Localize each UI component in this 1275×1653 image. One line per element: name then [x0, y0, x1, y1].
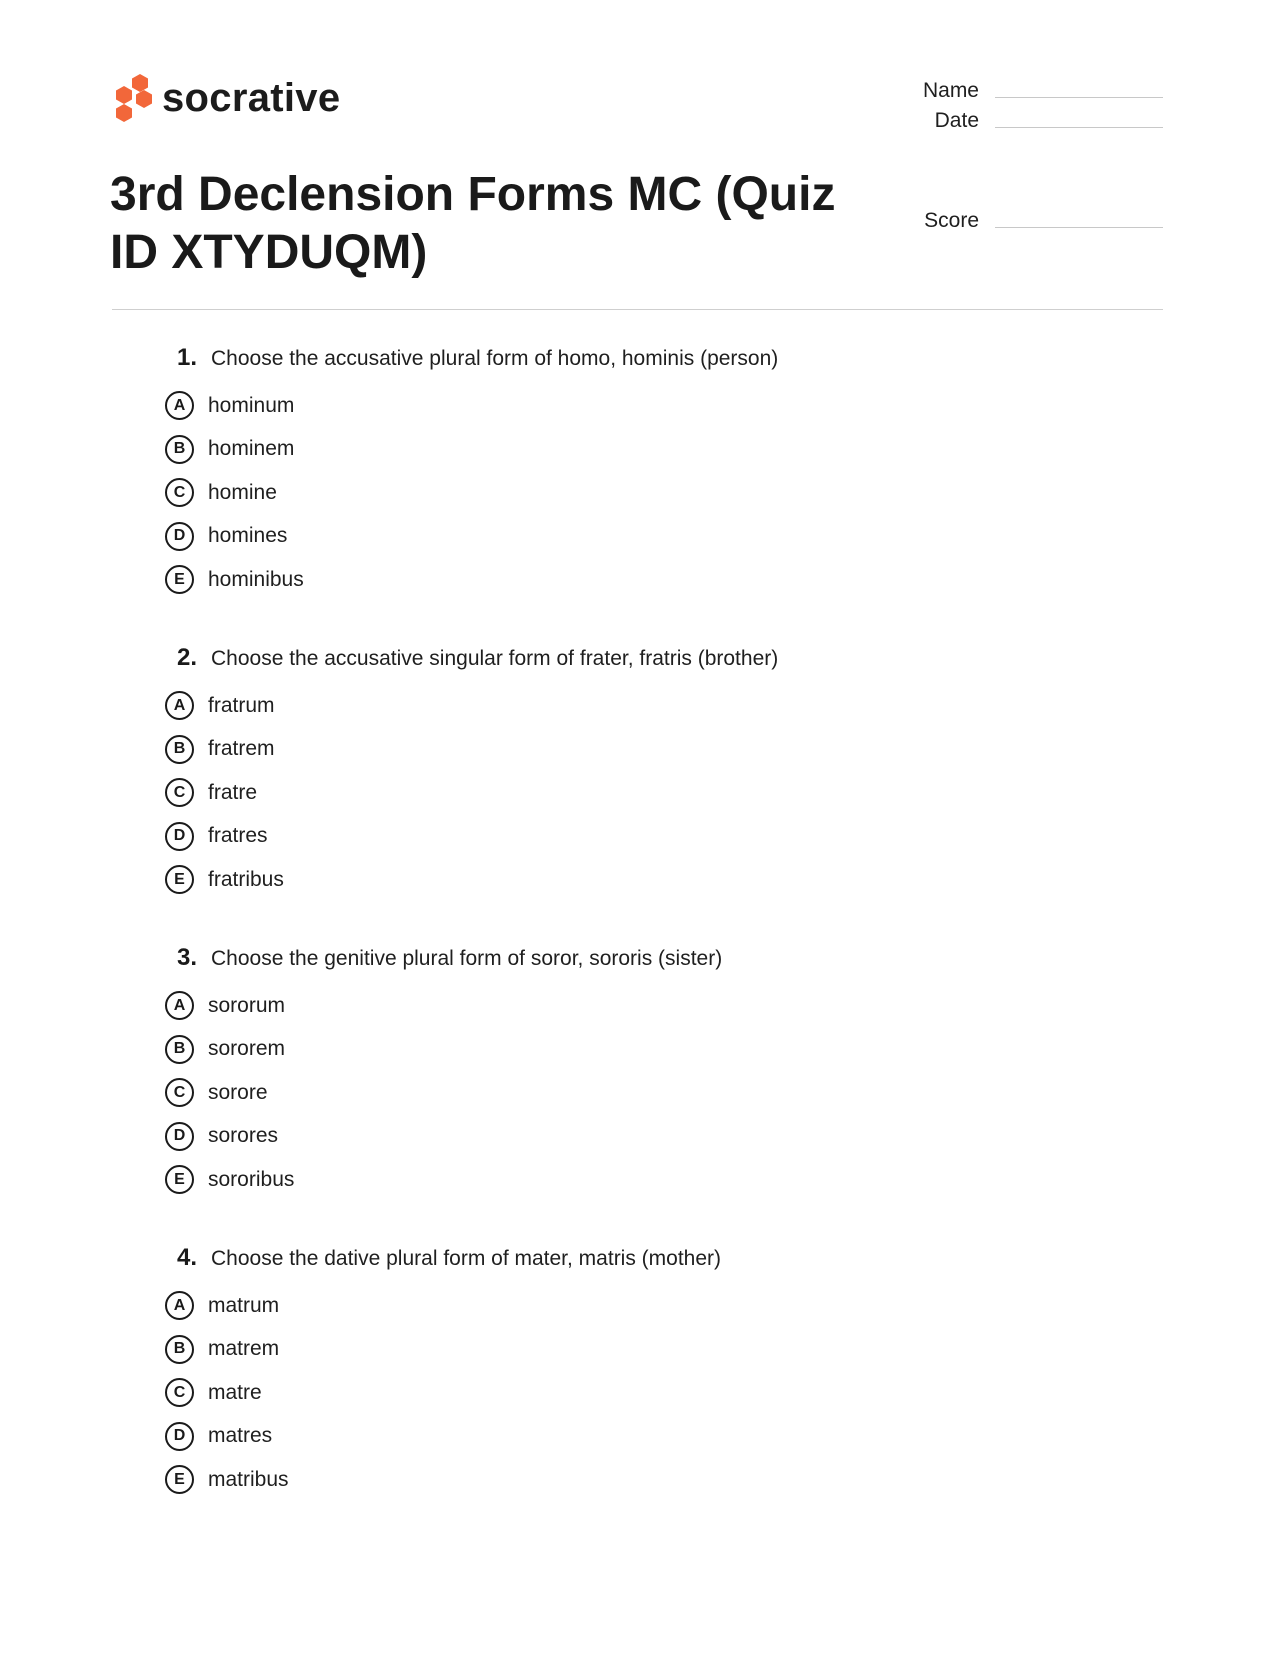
option-c[interactable]	[165, 1071, 1145, 1115]
option-letter-circle[interactable]: C	[165, 1078, 194, 1107]
option-text: matre	[208, 1380, 262, 1404]
option-letter-circle[interactable]: A	[165, 691, 194, 720]
option-a[interactable]	[165, 384, 1145, 428]
option-d[interactable]	[165, 815, 1145, 859]
option-c[interactable]	[165, 471, 1145, 515]
option-letter-circle[interactable]: C	[165, 778, 194, 807]
option-letter-circle[interactable]: D	[165, 1422, 194, 1451]
brand-logo	[110, 70, 340, 126]
option-b[interactable]	[165, 428, 1145, 472]
option-text: matrem	[208, 1337, 280, 1361]
question-number: 2.	[176, 644, 197, 671]
question-1	[165, 344, 1145, 644]
option-text: sororum	[208, 993, 286, 1017]
option-letter-circle[interactable]: E	[165, 1465, 194, 1494]
question-header	[165, 344, 1145, 384]
option-letter-circle[interactable]: D	[165, 822, 194, 851]
option-letter-circle[interactable]: E	[165, 865, 194, 894]
option-text: sororibus	[208, 1167, 295, 1191]
score-line[interactable]	[995, 227, 1163, 228]
option-letter-circle[interactable]: E	[165, 1165, 194, 1194]
option-letter-circle[interactable]: B	[165, 1035, 194, 1064]
name-field	[889, 78, 1163, 104]
name-label: Name	[922, 79, 979, 102]
option-letter-circle[interactable]: D	[165, 522, 194, 551]
header-divider	[112, 309, 1163, 310]
date-label: Date	[934, 109, 979, 132]
question-3	[165, 944, 1145, 1244]
option-text: sorore	[208, 1080, 268, 1104]
option-letter-circle[interactable]: A	[165, 1291, 194, 1320]
option-letter-circle[interactable]: E	[165, 565, 194, 594]
option-letter-circle[interactable]: D	[165, 1122, 194, 1151]
option-letter-circle[interactable]: B	[165, 735, 194, 764]
page-title: 3rd Declension Forms MC (Quiz ID XTYDUQM)	[110, 168, 836, 279]
option-letter-circle[interactable]: B	[165, 435, 194, 464]
option-text: fratre	[208, 780, 258, 804]
option-text: hominibus	[208, 567, 304, 591]
option-a[interactable]	[165, 984, 1145, 1028]
score-label: Score	[924, 209, 979, 232]
option-text: homine	[208, 480, 277, 504]
question-text: Choose the dative plural form of mater, matris (mother)	[211, 1247, 722, 1270]
brand-name: socrative	[162, 76, 341, 120]
hexagon-cluster-icon	[110, 72, 154, 124]
question-header	[165, 644, 1145, 684]
question-list	[165, 344, 1145, 1544]
option-text: matres	[208, 1424, 273, 1448]
question-text: Choose the accusative plural form of homo, hominis (person)	[211, 347, 779, 370]
option-text: fratrum	[208, 693, 275, 717]
option-text: fratres	[208, 824, 268, 848]
option-b[interactable]	[165, 1028, 1145, 1072]
option-text: hominum	[208, 393, 295, 417]
option-b[interactable]	[165, 728, 1145, 772]
option-a[interactable]	[165, 684, 1145, 728]
option-d[interactable]	[165, 1415, 1145, 1459]
date-line[interactable]	[995, 127, 1163, 128]
option-text: homines	[208, 524, 288, 548]
option-letter-circle[interactable]: B	[165, 1335, 194, 1364]
question-header	[165, 944, 1145, 984]
option-e[interactable]	[165, 558, 1145, 602]
option-text: fratribus	[208, 867, 284, 891]
question-number: 3.	[176, 944, 197, 971]
question-text: Choose the genitive plural form of soror, sororis (sister)	[211, 947, 723, 970]
question-number: 4.	[176, 1244, 197, 1271]
option-a[interactable]	[165, 1284, 1145, 1328]
question-4	[165, 1244, 1145, 1544]
option-letter-circle[interactable]: A	[165, 391, 194, 420]
option-e[interactable]	[165, 858, 1145, 902]
option-text: sororem	[208, 1037, 286, 1061]
option-text: matrum	[208, 1293, 280, 1317]
score-field	[889, 208, 1163, 234]
option-e[interactable]	[165, 1158, 1145, 1202]
option-b[interactable]	[165, 1328, 1145, 1372]
option-e[interactable]	[165, 1458, 1145, 1502]
question-header	[165, 1244, 1145, 1284]
option-text: matribus	[208, 1467, 289, 1491]
option-c[interactable]	[165, 1371, 1145, 1415]
option-d[interactable]	[165, 515, 1145, 559]
option-text: sorores	[208, 1124, 279, 1148]
option-c[interactable]	[165, 771, 1145, 815]
option-letter-circle[interactable]: A	[165, 991, 194, 1020]
question-2	[165, 644, 1145, 944]
name-line[interactable]	[995, 97, 1163, 98]
option-letter-circle[interactable]: C	[165, 478, 194, 507]
option-d[interactable]	[165, 1115, 1145, 1159]
option-letter-circle[interactable]: C	[165, 1378, 194, 1407]
question-text: Choose the accusative singular form of frater, fratris (brother)	[211, 647, 779, 670]
option-text: fratrem	[208, 737, 275, 761]
option-text: hominem	[208, 437, 295, 461]
question-number: 1.	[176, 344, 197, 371]
date-field	[889, 108, 1163, 134]
